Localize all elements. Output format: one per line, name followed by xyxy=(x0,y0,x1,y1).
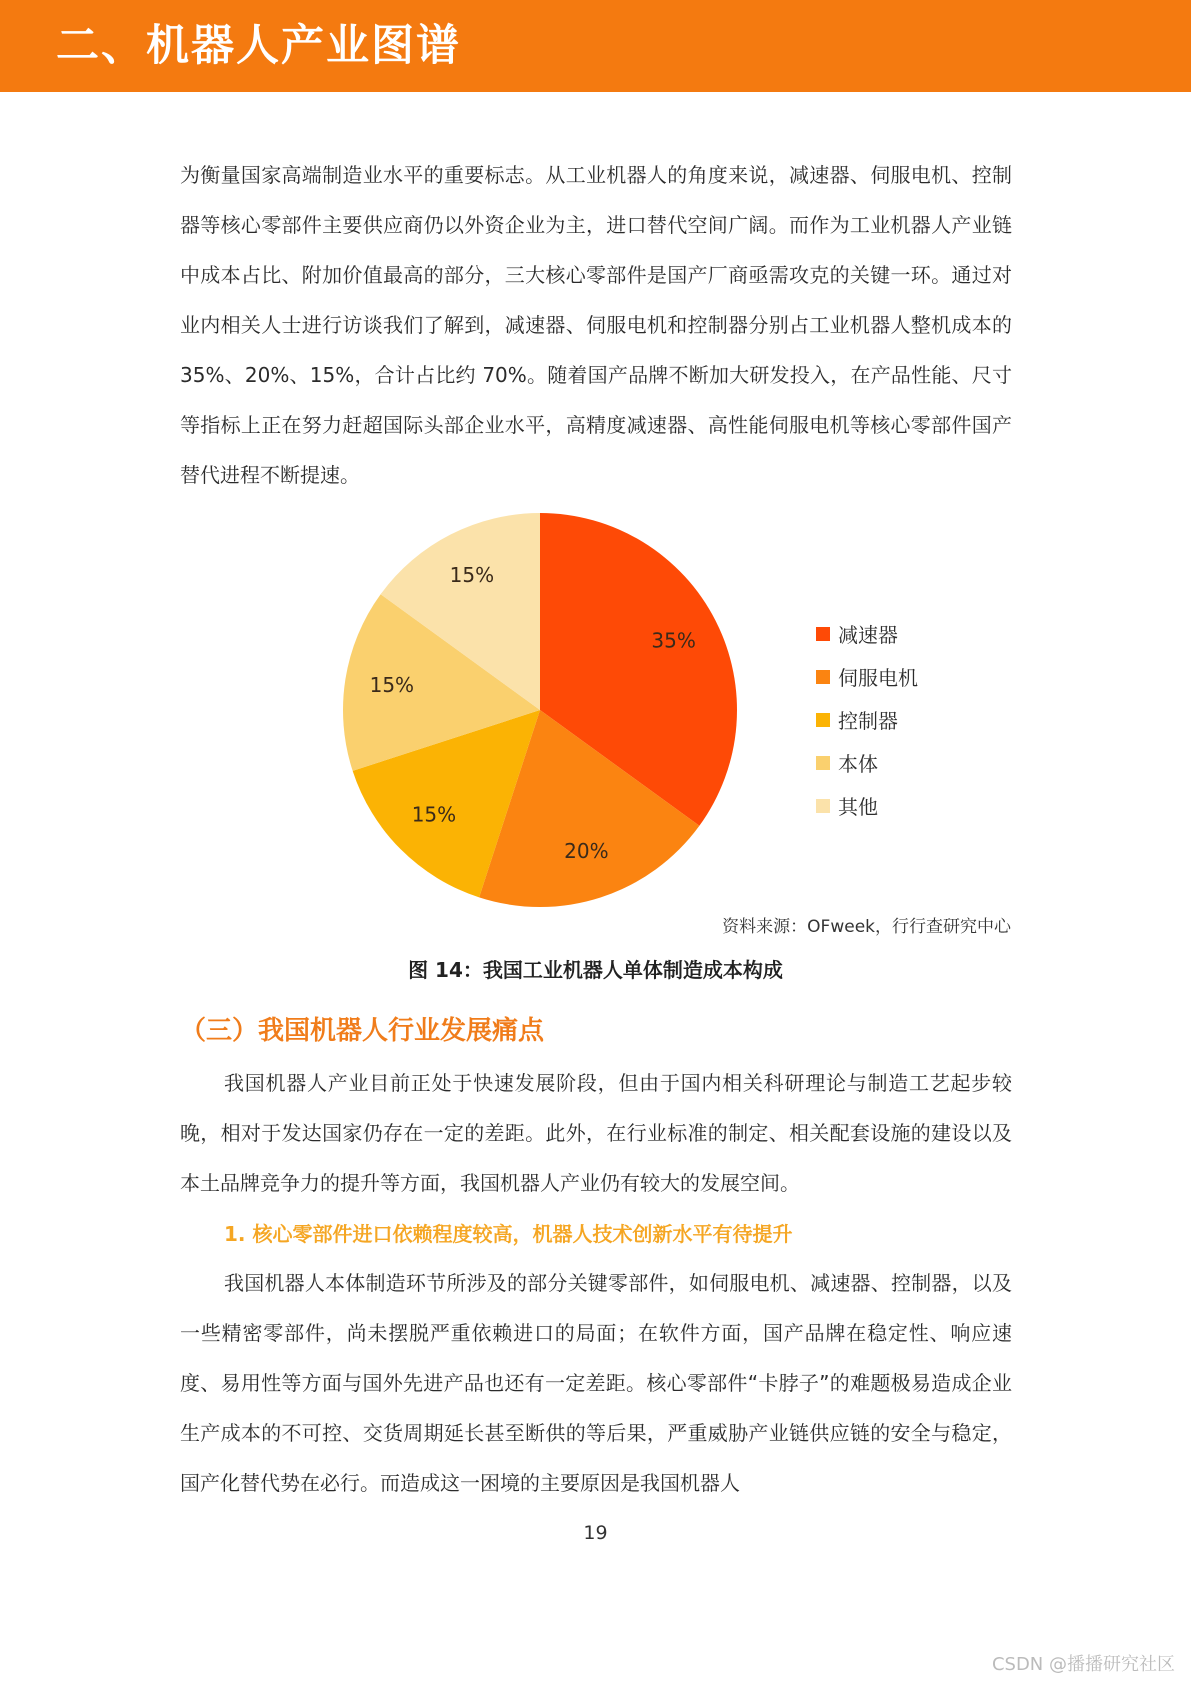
legend-item xyxy=(816,655,918,698)
section-heading: （三）我国机器人行业发展痛点 xyxy=(180,1016,545,1046)
legend-item xyxy=(816,741,918,784)
legend-label: 伺服电机 xyxy=(838,666,918,690)
legend-item xyxy=(816,784,918,827)
page-title: 二、机器人产业图谱 xyxy=(56,21,461,71)
subsection-paragraph: 我国机器人本体制造环节所涉及的部分关键零部件，如伺服电机、减速器、控制器，以及一些精密零部件，尚未摆脱严重依赖进口的局面；在软件方面，国产品牌在稳定性、响应速度、易用性等方面与国外先进产品也还有一定差距。核心零部件“卡脖子”的难题极易造成企业生产成本的不可控、交货周期延长甚至断供的等后果，严重威胁产业链供应链的安全与稳定，国产化替代势在必行。而造成这一困境的主要原因是我国机器人 xyxy=(180,1271,1012,1495)
pie-data-label: 15% xyxy=(369,673,415,698)
intro-paragraph: 为衡量国家高端制造业水平的重要标志。从工业机器人的角度来说，减速器、伺服电机、控制器等核心零部件主要供应商仍以外资企业为主，进口替代空间广阔。而作为工业机器人产业链中成本占比、附加价值最高的部分，三大核心零部件是国产厂商亟需攻克的关键一环。通过对业内相关人士进行访谈我们了解到，减速器、伺服电机和控制器分别占工业机器人整机成本的 35%、20%、15%，合计占比约 70%。随着国产品牌不断加大研发投入，在产品性能、尺寸等指标上正在努力赶超国际头部企业水平，高精度减速器、高性能伺服电机等核心零部件国产替代进程不断提速。 xyxy=(180,163,1012,487)
legend-item xyxy=(816,698,918,741)
chart-legend xyxy=(816,612,918,827)
legend-label: 其他 xyxy=(838,795,878,819)
legend-label: 减速器 xyxy=(838,623,898,647)
legend-swatch xyxy=(816,756,830,770)
legend-item xyxy=(816,612,918,655)
legend-label: 本体 xyxy=(838,752,878,776)
legend-swatch xyxy=(816,670,830,684)
legend-swatch xyxy=(816,799,830,813)
watermark: CSDN @播播研究社区 xyxy=(991,1654,1175,1675)
section-paragraph: 我国机器人产业目前正处于快速发展阶段，但由于国内相关科研理论与制造工艺起步较晚，相对于发达国家仍存在一定的差距。此外，在行业标准的制定、相关配套设施的建设以及本土品牌竞争力的提升等方面，我国机器人产业仍有较大的发展空间。 xyxy=(180,1071,1012,1195)
pie-data-label: 15% xyxy=(411,802,457,827)
figure-source: 资料来源：OFweek，行行查研究中心 xyxy=(722,917,1011,937)
pie-data-label: 20% xyxy=(564,839,609,864)
figure-caption: 图 14：我国工业机器人单体制造成本构成 xyxy=(408,958,783,982)
pie-chart xyxy=(330,500,750,920)
pie-data-label: 35% xyxy=(651,628,696,653)
pie-data-label: 15% xyxy=(449,562,495,587)
legend-label: 控制器 xyxy=(838,709,898,733)
subsection-heading: 1. 核心零部件进口依赖程度较高，机器人技术创新水平有待提升 xyxy=(224,1222,793,1246)
page-number: 19 xyxy=(583,1522,608,1544)
legend-swatch xyxy=(816,713,830,727)
legend-swatch xyxy=(816,627,830,641)
